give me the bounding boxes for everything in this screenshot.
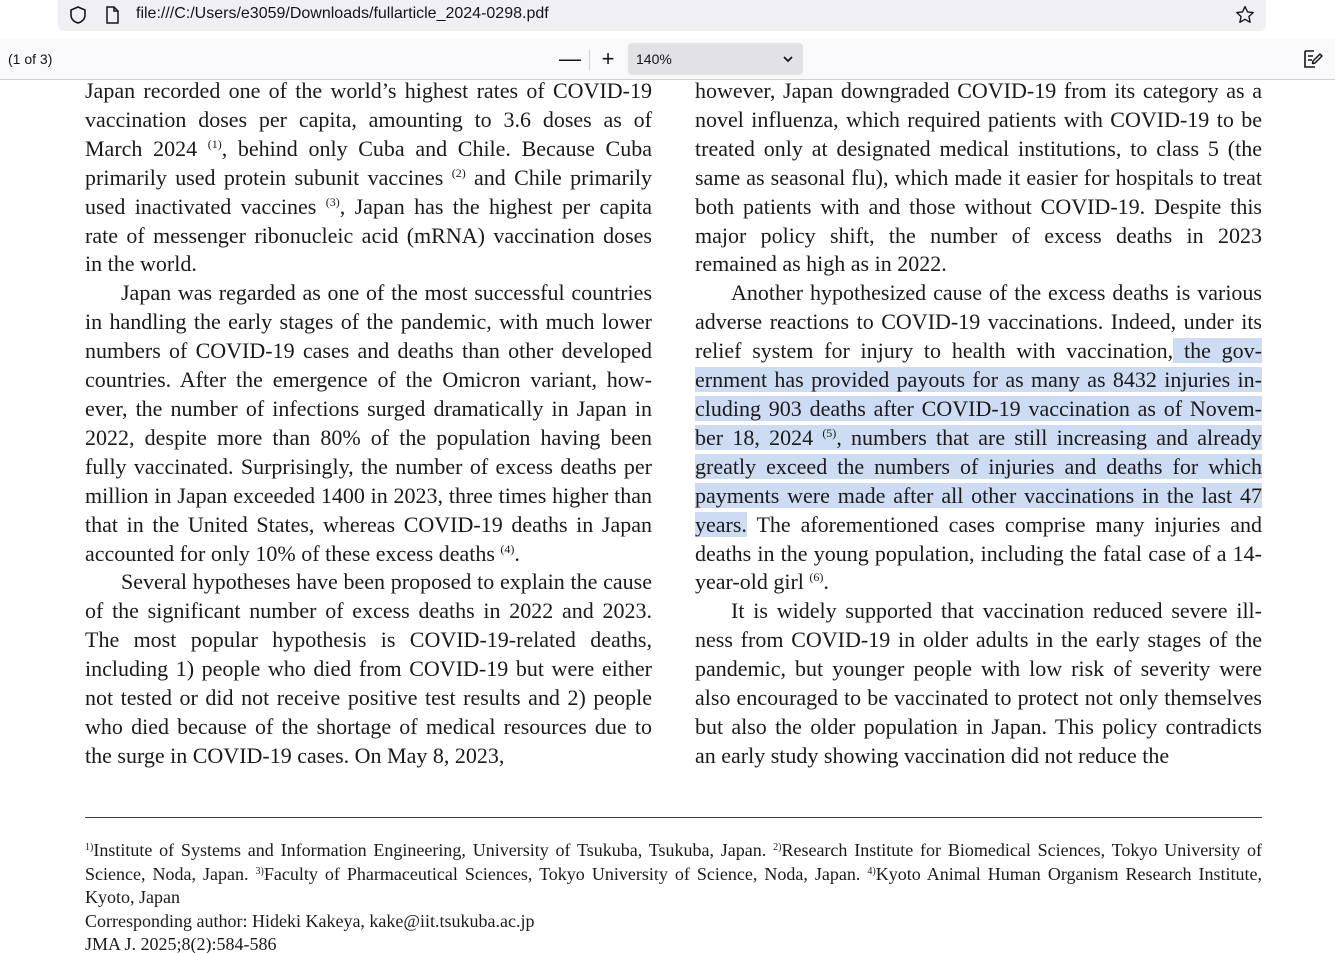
zoom-out-button[interactable]: —	[559, 46, 581, 71]
star-icon[interactable]	[1234, 4, 1256, 26]
right-paragraph-3: It is widely supported that vaccination reduced severe illness from COVID-19 in older adults in the early stages of the pandemic, but younger people with low risk of severity were also encouraged to be vaccinated to protect not only themselves but also the older population in Japan. This policy contradicts an early study showing vaccination did not reduce the	[695, 598, 1262, 768]
toolbar-separator	[589, 50, 590, 70]
reference-4: (4)	[500, 541, 515, 556]
journal-citation: JMA J. 2025;8(2):584-586	[85, 934, 277, 953]
shield-icon[interactable]	[68, 5, 88, 25]
url-text[interactable]: file:///C:/Users/e3059/Downloads/fullarticle_2024-0298.pdf	[136, 5, 549, 22]
left-paragraph-1: Japan recorded one of the world’s highest rates of COVID-19 vaccination doses per capita, amounting to 3.6 doses as of March 2024 $^{(1)}$, behind only Cuba and Chile. Because Cuba primarily used protein subunit vaccines $^{(2)}$ and Chile primarily used inactivated vaccines $^{(3)}$, Japan has the highest per capita rate of messenger ribonucleic acid (mRNA) vaccination doses in the world.	[85, 81, 652, 277]
pdf-page[interactable]	[0, 81, 1335, 953]
corresponding-author: Corresponding author: Hideki Kakeya, kake@iit.tsukuba.ac.jp	[85, 910, 535, 931]
zoom-value: 140%	[636, 51, 672, 67]
edit-icon[interactable]	[1301, 47, 1325, 71]
text-selection-highlight[interactable]: the government has provided payouts for as many as 8432 injuries including 903 deaths after COVID-19 vaccination as of November 18, 2024 $^{(5)}$, numbers that are still increasing and already greatly exceed the numbers of injuries and deaths for which payments were made after all other vaccinations in the last 47 years.	[695, 338, 1262, 537]
footnotes	[85, 839, 1262, 953]
reference-5: (5)	[822, 425, 837, 440]
address-bar[interactable]	[58, 0, 1266, 31]
right-paragraph-2: Another hypothesized cause of the excess deaths is various adverse reactions to COVID-19 vaccinations. Indeed, under its relief system for injury to health with vaccination, the government has provided payouts for as many as 8432 injuries including 903 deaths after COVID-19 vaccination as of November 18, 2024 $^{(5)}$, numbers that are still increasing and already greatly exceed the numbers of injuries and deaths for which payments were made after all other vaccinations in the last 47 years. The aforementioned cases comprise many injuries and deaths in the young population, including the fatal case of a 14-year-old girl $^{(6)}$.	[695, 280, 1262, 595]
right-paragraph-1: however, Japan downgraded COVID-19 from its category as a novel influenza, which required patients with COVID-19 to be treated only at designated medical institutions, to class 5 (the same as seasonal flu), which made it easier for hospitals to treat both patients with and those without COVID-19. Despite this major policy shift, the number of excess deaths in 2023 remained as high as in 2022.	[695, 81, 1262, 277]
zoom-in-button[interactable]: +	[601, 46, 615, 71]
pdf-toolbar	[0, 38, 1335, 80]
left-column	[85, 81, 652, 771]
affiliations: $^{1)}$Institute of Systems and Information Engineering, University of Tsukuba, Tsukuba, Japan. $^{2)}$Research Institute for Biomedical Sciences, Tokyo University of Science, Noda, Japan. $^{3)}$Faculty of Pharmaceutical Sciences, Tokyo University of Science, Noda, Japan. $^{4)}$Kyoto Animal Human Organism Research Institute, Kyoto, Japan	[85, 840, 1262, 907]
reference-1: (1)	[207, 136, 222, 151]
footnote-divider	[85, 817, 1262, 818]
browser-urlbar-row	[0, 0, 1335, 34]
reference-2: (2)	[451, 165, 466, 180]
reference-3: (3)	[325, 194, 340, 209]
chevron-down-icon	[782, 53, 794, 65]
page-icon	[102, 5, 122, 25]
left-paragraph-3: Several hypotheses have been proposed to explain the cause of the significant number of excess deaths in 2022 and 2023. The most popular hypothesis is COVID-19-related deaths, including 1) people who died from COVID-19 but were either not tested or did not receive positive test results and 2) people who died because of the shortage of medical resources due to the surge in COVID-19 cases. On May 8, 2023,	[85, 569, 652, 768]
zoom-select[interactable]	[628, 43, 803, 75]
left-paragraph-2: Japan was regarded as one of the most successful countries in handling the early stages of the pandemic, with much lower numbers of COVID-19 cases and deaths than other developed countries. After the emergence of the Omicron variant, however, the number of infections surged dramatically in Japan in 2022, despite more than 80% of the population having been fully vaccinated. Surprisingly, the number of excess deaths per million in Japan exceeded 1400 in 2023, three times higher than that in the United States, whereas COVID-19 deaths in Japan accounted for only 10% of these excess deaths $^{(4)}$.	[85, 280, 652, 566]
reference-6: (6)	[809, 570, 824, 585]
page-count: (1 of 3)	[8, 51, 53, 67]
right-column	[695, 81, 1262, 771]
